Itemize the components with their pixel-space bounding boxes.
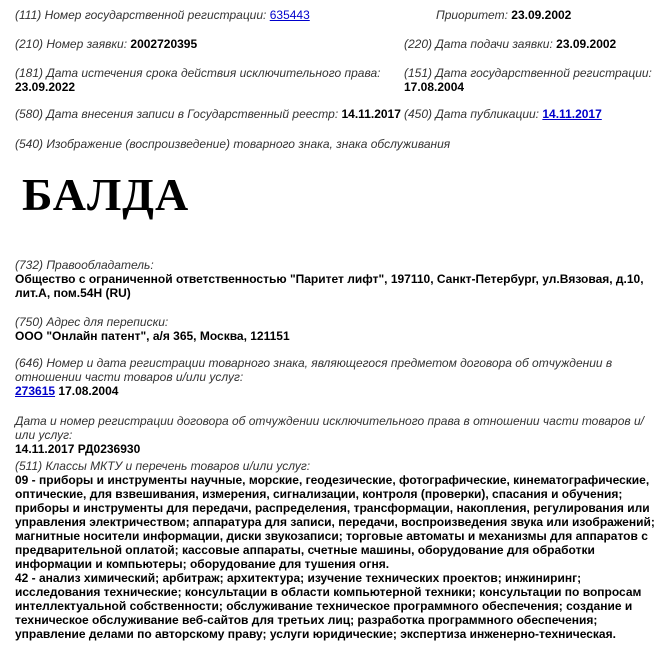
alienation-date: 17.08.2004	[58, 384, 119, 398]
class-09-text: 09 - приборы и инструменты научные, морские, геодезические, фотографические, кинематографические, оптические, для взвешивания, измерения, сигнализации, контроля (проверки), спасания и обучения; приборы и инструменты для передачи, распределения, трансформации, накопления, регулирования или управления электричеством; аппаратура для записи, передачи, воспроизведения звука или изображений; магнитные носители информации, диски звукозаписи; торговые автоматы и механизмы для аппаратов с предварительной оплатой; кассовые аппараты, счетные машины, оборудование для обработки информации и компьютеры; оборудование для тушения огня.	[15, 473, 655, 571]
registry-entry-row	[15, 107, 401, 121]
expiry-row	[15, 66, 395, 94]
class-42-text: 42 - анализ химический; арбитраж; архитектура; изучение технических проектов; инжиниринг; исследования технические; консультации в области компьютерной техники; консультации по вопросам интеллектуальной собственности; обслуживание техническое программного обеспечения; создание и техническое обслуживание веб-сайтов для третьих лиц; разработка программного обеспечения; управление делами по авторскому праву; услуги юридические; экспертиза инженерно-техническая.	[15, 571, 642, 641]
classes-block	[15, 459, 655, 641]
filing-date-row	[404, 37, 616, 51]
contract-label: Дата и номер регистрации договора об отчуждении исключительного права в отношении части товаров и/или услуг:	[15, 414, 644, 442]
state-reg-label: (151) Дата государственной регистрации:	[404, 66, 652, 80]
reg-number-label: (111) Номер государственной регистрации:	[15, 8, 267, 22]
publication-row	[404, 107, 602, 121]
registry-entry-label: (580) Дата внесения записи в Государственный реестр:	[15, 107, 339, 121]
image-section-row	[15, 137, 450, 151]
trademark-image: БАЛДА	[22, 169, 190, 220]
image-section-label: (540) Изображение (воспроизведение) товарного знака, знака обслуживания	[15, 137, 451, 151]
alienation-block	[15, 356, 655, 398]
contract-value: 14.11.2017 РД0236930	[15, 442, 141, 456]
correspondence-label: (750) Адрес для переписки:	[15, 315, 169, 329]
contract-block	[15, 414, 655, 456]
application-value: 2002720395	[130, 37, 198, 51]
priority-label: Приоритет:	[436, 8, 508, 22]
holder-label: (732) Правообладатель:	[15, 258, 154, 272]
holder-value: Общество с ограниченной ответственностью "Паритет лифт", 197110, Санкт-Петербург, ул.Вязовая, д.10, лит.А, пом.54Н (RU)	[15, 272, 644, 300]
alienation-link[interactable]: 273615	[15, 384, 56, 398]
state-reg-row	[404, 66, 664, 94]
reg-number-row	[15, 8, 310, 22]
holder-block	[15, 258, 655, 300]
expiry-label: (181) Дата истечения срока действия исключительного права:	[15, 66, 381, 80]
expiry-value: 23.09.2022	[15, 80, 76, 94]
alienation-label: (646) Номер и дата регистрации товарного знака, являющегося предметом договора об отчуждении в отношении части товаров и/или услуг:	[15, 356, 613, 384]
state-reg-value: 17.08.2004	[404, 80, 465, 94]
classes-label: (511) Классы МКТУ и перечень товаров и/или услуг:	[15, 459, 311, 473]
priority-row	[436, 8, 571, 22]
correspondence-block	[15, 315, 655, 343]
publication-label: (450) Дата публикации:	[404, 107, 540, 121]
reg-number-link[interactable]: 635443	[269, 8, 310, 22]
filing-date-value: 23.09.2002	[556, 37, 617, 51]
application-row	[15, 37, 197, 51]
application-label: (210) Номер заявки:	[15, 37, 128, 51]
publication-link[interactable]: 14.11.2017	[542, 107, 602, 121]
priority-value: 23.09.2002	[511, 8, 572, 22]
filing-date-label: (220) Дата подачи заявки:	[404, 37, 553, 51]
correspondence-value: ООО "Онлайн патент", а/я 365, Москва, 121151	[15, 329, 290, 343]
registry-entry-value: 14.11.2017	[341, 107, 401, 121]
